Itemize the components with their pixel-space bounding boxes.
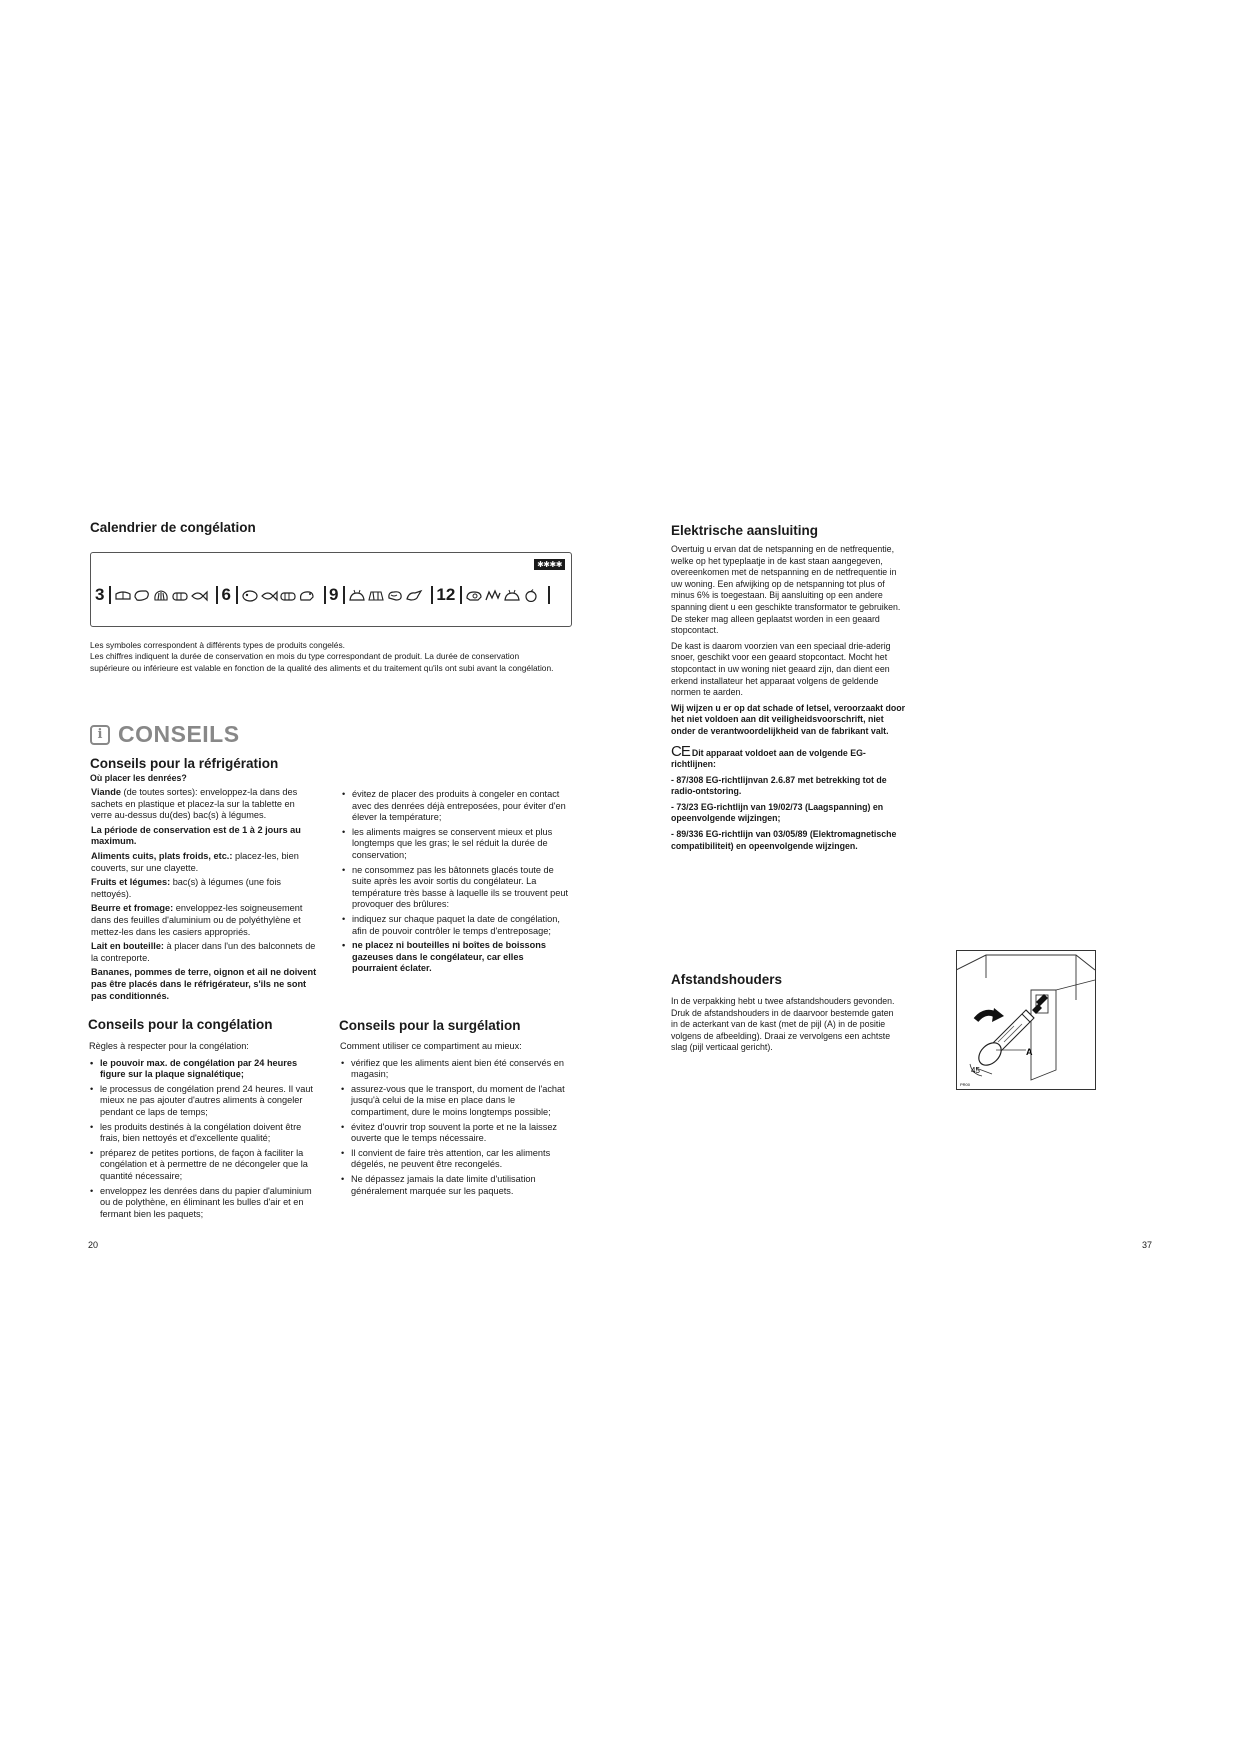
refrigeration-item-text: à placer dans l'un des balconnets de la contreporte. [91,941,316,963]
surgelation-section [340,1041,570,1200]
food-icons [465,589,541,602]
directive-item: - 89/336 EG-richtlijn van 03/05/89 (Elektromagnetische compatibiliteit) en opeenvolgende wijzingen. [671,829,897,851]
vegetables-icon [503,589,521,602]
calendar-divider [236,586,238,604]
calendar-divider [460,586,462,604]
fowl-icon [405,589,423,602]
calendar-divider [216,586,218,604]
figure-angle-label: 45 [971,1066,980,1075]
calendar-divider [109,586,111,604]
chicken-icon [298,589,316,602]
months-number: 6 [221,585,231,604]
calendar-divider [548,586,550,604]
refrigeration-item [91,825,318,848]
pastry-icon [367,589,385,602]
calendar-caption [90,640,560,674]
refrigeration-item [91,787,318,822]
refrigeration-item-text: enveloppez-les soigneusement dans des feuilles d'aluminium ou de polyéthylène et mettez-les dans les casiers appropriés. [91,903,303,937]
refrigeration-item [91,903,318,938]
surgelation-intro: Comment utiliser ce compartiment au mieux: [340,1041,522,1051]
calendar-caption-2: Les chiffres indiquent la durée de conservation en mois du type correspondant de produit. La durée de conservation supérieure ou inférieure est valable en fonction de la qualité des aliments et du traitement qu'ils ont subi avant la congélation. [90,651,554,673]
calendar-caption-1: Les symboles correspondent à différents types de produits congelés. [90,640,345,650]
fish-icon [260,589,278,602]
refrigeration-item-label: La période de conservation est de 1 à 2 jours au maximum. [91,824,301,847]
freezing-calendar [90,552,572,627]
food-icons [348,589,424,602]
bullet-item: • ne consommez pas les bâtonnets glacés toute de suite après les avoir sortis du congélateur. La température très basse à laquelle ils se trouvent peut provoquer des brûlures: [341,865,569,911]
refrigeration-bullets [341,789,569,975]
cake-icon [114,589,132,602]
calendar-group-9-months [329,585,436,605]
conseils-title: CONSEILS [118,721,240,747]
elektrische-title: Elektrische aansluiting [671,523,819,538]
sausage-icon [133,589,151,602]
ce-mark-icon: CE [671,742,690,760]
refrigeration-item-label: Fruits et légumes: [91,877,171,888]
conseils-heading [90,721,240,748]
refrigeration-item-text: bac(s) à légumes (une fois nettoyés). [91,877,281,899]
calendar-divider [343,586,345,604]
bread-icon [171,589,189,602]
refrigeration-item [91,967,318,1002]
calendar-group-6-months [221,585,328,605]
fruit-icon [522,589,540,602]
congelation-intro: Règles à respecter pour la congélation: [89,1041,249,1051]
beef-icon [465,589,483,602]
elektrische-para-2: De kast is daarom voorzien van een speciaal drie-aderig snoer, geschikt voor een geaard stopcontact. Mocht het stopcontact in uw woning niet geaard zijn, dan dient een erkend installateur het apparaat volgens de geldende normen te aarden. [671,640,891,698]
star-rating-badge: ✱✱✱✱ [534,559,565,570]
ce-statement [671,742,906,771]
figure-label-a: A [1026,1047,1033,1057]
calendar-group-3-months [95,585,221,605]
congelation-title: Conseils pour la congélation [88,1017,273,1032]
months-number: 12 [436,585,456,604]
bullet-item: • Ne dépassez jamais la date limite d'utilisation généralement marquée sur les paquets. [340,1174,570,1197]
bullet-item: • préparez de petites portions, de façon à faciliter la congélation et à permettre de ne décongeler que la quantité nécessaire; [89,1148,317,1183]
calendar-row [95,583,553,607]
bread-icon [279,589,297,602]
refrigeration-item-label: Aliments cuits, plats froids, etc.: [91,850,233,861]
bullet-item: • assurez-vous que le transport, du moment de l'achat jusqu'à celui de la mise en place dans le compartiment, dure le moins longtemps possible; [340,1084,570,1119]
fish-icon [190,589,208,602]
spacer-installation-figure [956,950,1096,1090]
ce-text: Dit apparaat voldoet aan de volgende EG-richtlijnen: [671,747,866,770]
surgelation-bullets [340,1058,570,1198]
directive-item: - 87/308 EG-richtlijnvan 2.6.87 met betrekking tot de radio-ontstoring. [671,774,887,797]
pork-icon [241,589,259,602]
months-number: 9 [328,585,339,604]
page-number-right: 37 [1142,1240,1153,1250]
bullet-item: • ne placez ni bouteilles ni boîtes de boissons gazeuses dans le congélateur, car elles pourraient éclater. [341,940,569,975]
bullet-item: • évitez de placer des produits à congeler en contact avec des denrées déjà entreposées, pour éviter d'en élever la température; [341,789,569,824]
food-icons [241,589,317,602]
bullet-item: • indiquez sur chaque paquet la date de congélation, afin de pouvoir contrôler le temps d'entreposage; [341,914,569,937]
congelation-bullets [89,1058,317,1221]
refrigeration-item [91,851,318,874]
bullet-item: • le pouvoir max. de congélation par 24 heures figure sur la plaque signalétique; [89,1058,317,1081]
vegetables-icon [348,589,366,602]
shellfish-icon [152,589,170,602]
bullet-item: • Il convient de faire très attention, car les aliments dégelés, ne peuvent être recongelés. [340,1148,570,1171]
refrigeration-item-label: Beurre et fromage: [91,903,174,914]
refrigeration-item-text: placez-les, bien couverts, sur une clayette. [91,850,299,873]
lamb-icon [386,589,404,602]
page-number-left: 20 [88,1240,99,1250]
refrigeration-title: Conseils pour la réfrigération [90,756,279,771]
directives-list [671,775,906,853]
food-icons [114,589,209,602]
calendar-title: Calendrier de congélation [90,520,256,535]
calendar-divider [324,586,326,604]
congelation-section [89,1041,317,1223]
afstandshouders-title: Afstandshouders [671,972,783,987]
info-icon: i [90,725,110,745]
refrigeration-item-label: Lait en bouteille: [91,941,164,952]
bullet-item: • enveloppez les denrées dans du papier d'aluminium ou de polythène, en éliminant les bulles d'air et en fermant bien les paquets; [89,1186,317,1221]
refrigeration-item-text: (de toutes sortes): enveloppez-la dans des sachets en plastique et placez-la sur la tablette en verre au-dessus du(des) bac(s) à légumes. [91,787,298,821]
figure-code: PR00 [960,1082,971,1087]
refrigeration-items [91,787,318,1005]
bullet-item: • les produits destinés à la congélation doivent être frais, bien nettoyés et d'excellente qualité; [89,1122,317,1145]
directive-item: - 73/23 EG-richtlijn van 19/02/73 (Laagspanning) en opeenvolgende wijzingen; [671,801,884,824]
surgelation-title: Conseils pour la surgélation [339,1018,521,1033]
calendar-group-12-months [436,585,553,605]
bullet-item: • les aliments maigres se conservent mieux et plus longtemps que les gras; le sel réduit la durée de conservation; [341,827,569,862]
calendar-divider [431,586,433,604]
afstandshouders-text: In de verpakking hebt u twee afstandshouders gevonden. Druk de afstandshouders in de daarvoor bestemde gaten in de acterkant van de kast (met de pijl (A) in de positie volgens de afbeelding). Draai ze vervolgens een achtste slag (pijl verticaal gericht). [671,996,895,1053]
elektrische-para-3: Wij wijzen u er op dat schade of letsel, veroorzaakt door het niet voldoen aan dit veiligheidsvoorschrift, niet onder de verantwoordelijkheid van de fabrikant valt. [671,702,906,736]
refrigeration-item-label: Viande [91,787,121,797]
refrigeration-item-label: Bananes, pommes de terre, oignon et ail ne doivent pas être placés dans le réfrigérateur, s'ils ne sont pas conditionnés. [91,967,317,1001]
months-number: 3 [95,585,105,604]
bullet-item: • évitez d'ouvrir trop souvent la porte et ne la laissez ouverte que le temps nécessaire. [340,1122,570,1145]
elektrische-para-1: Overtuig u ervan dat de netspanning en de netfrequentie, welke op het typeplaatje in de kast staan aangegeven, overeenkomen met de netspanning en de netfrequentie in uw woning. Een afwijking op de netspanning tot plus of minus 6% is toegestaan. Bij aansluiting op een andere spanning dient u een geschikte transformator te gebruiken. De steker mag alleen geplaatst worden in een geaard stopcontact. [671,544,901,636]
refrigeration-item [91,941,318,964]
bullet-item: • le processus de congélation prend 24 heures. Il vaut mieux ne pas ajouter d'autres aliments à congeler pendant ce laps de temps; [89,1084,317,1119]
refrigeration-bullets-column [341,789,569,978]
refrigeration-subtitle: Où placer les denrées? [90,773,187,783]
elektrische-section [671,544,906,856]
refrigeration-item [91,877,318,900]
game-icon [484,589,502,602]
bullet-item: • vérifiez que les aliments aient bien été conservés en magasin; [340,1058,570,1081]
